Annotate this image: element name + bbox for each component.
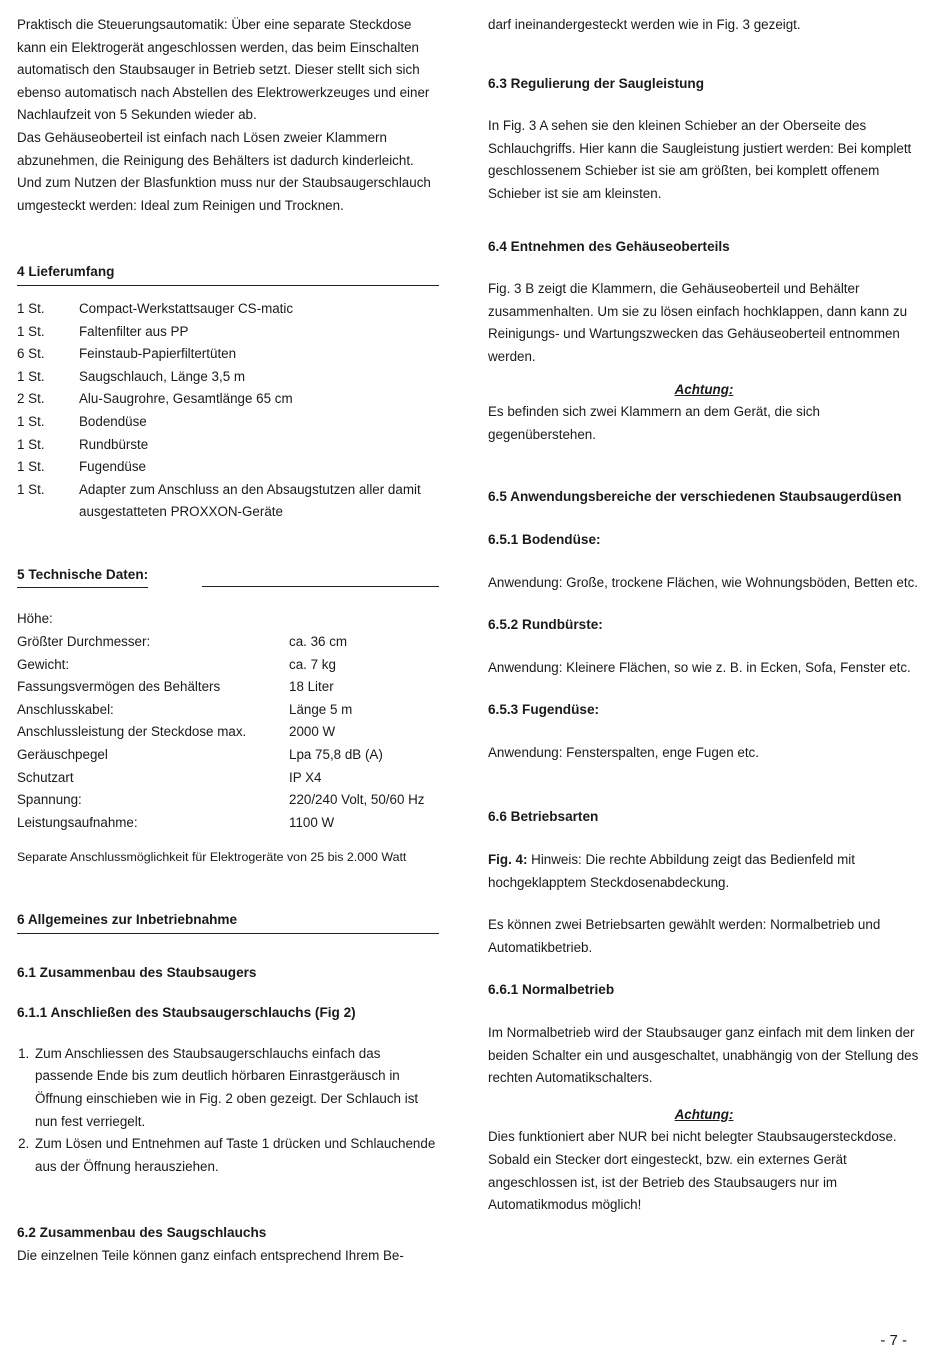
spec-value: Länge 5 m — [289, 701, 353, 717]
left-column — [17, 14, 439, 1268]
item-qty: 1 St. — [17, 481, 45, 497]
item-qty: 1 St. — [17, 300, 45, 316]
spec-table — [17, 608, 439, 834]
heading-rule — [202, 585, 439, 587]
item-qty: 1 St. — [17, 323, 45, 339]
paragraph: Es können zwei Betriebsarten gewählt werden: Normalbetrieb und Automatikbetrieb. — [488, 917, 881, 955]
paragraph: Anwendung: Kleinere Flächen, so wie z. B. in Ecken, Sofa, Fenster etc. — [488, 659, 911, 675]
paragraph: Im Normalbetrieb wird der Staubsauger ganz einfach mit dem linken der beiden Schalter ein und ausgeschaltet, unabhängig von der Stellung des rechten Automatikschalters. — [488, 1025, 919, 1086]
spec-label: Geräuschpegel — [17, 747, 108, 763]
spec-row — [17, 676, 439, 699]
spec-value: 18 Liter — [289, 679, 334, 695]
paragraph: Fig. 3 B zeigt die Klammern, die Gehäuseoberteil und Behälter zusammenhalten. Um sie zu lösen einfach hochklappen, dann kann zu Reinigungs- und Wartungszwecken das Gehäuseoberteil entnommen werden. — [488, 281, 908, 364]
list-item — [17, 366, 439, 389]
subsection-heading-6-5-2: 6.5.2 Rundbürste: — [488, 617, 603, 633]
paragraph — [488, 849, 920, 894]
list-item — [17, 298, 439, 321]
list-item — [17, 388, 439, 411]
spec-value: Lpa 75,8 dB (A) — [289, 747, 383, 763]
list-item — [17, 434, 439, 457]
subsection-heading-6-2: 6.2 Zusammenbau des Saugschlauchs — [17, 1225, 267, 1241]
spec-row — [17, 699, 439, 722]
item-qty: 1 St. — [17, 368, 45, 384]
spec-label: Anschlussleistung der Steckdose max. — [17, 724, 247, 740]
list-item — [17, 321, 439, 344]
item-text: Feinstaub-Papierfiltertüten — [79, 346, 237, 362]
list-item — [17, 343, 439, 366]
intro-paragraph-1: Praktisch die Steuerungsautomatik: Über eine separate Steckdose kann ein Elektrogerät angeschlossen werden, das beim Einschalten automatisch den Staubsauger in Betrieb setzt. Dieser stellt sich sich ebenso automatisch nach Abstellen des Elektrowerkzeuges und einer Nachlaufzeit von 5 Sekunden wieder ab. — [17, 17, 430, 123]
list-item — [17, 479, 439, 524]
spec-label: Fassungsvermögen des Behälters — [17, 679, 221, 695]
item-qty: 1 St. — [17, 459, 45, 475]
warning-heading: Achtung: — [674, 381, 734, 397]
item-text: Rundbürste — [79, 436, 149, 452]
section-heading-lieferumfang: 4 Lieferumfang — [17, 261, 439, 286]
spec-label: Schutzart — [17, 769, 74, 785]
spec-row — [17, 631, 439, 654]
subsection-heading-6-6-1: 6.6.1 Normalbetrieb — [488, 982, 615, 998]
figure-note: Hinweis: Die rechte Abbildung zeigt das Bedienfeld mit hochgeklapptem Steckdosenabdeckung. — [488, 852, 855, 890]
assembly-steps — [17, 1043, 439, 1179]
spec-label: Leistungsaufnahme: — [17, 814, 138, 830]
subsection-heading-6-6: 6.6 Betriebsarten — [488, 809, 599, 825]
spec-row — [17, 608, 439, 631]
section-heading-technische-daten: 5 Technische Daten: — [17, 564, 148, 589]
item-text: Fugendüse — [79, 459, 147, 475]
spec-label: Größter Durchmesser: — [17, 634, 151, 650]
spec-value: 220/240 Volt, 50/60 Hz — [289, 792, 425, 808]
warning-heading: Achtung: — [674, 1106, 734, 1122]
spec-value: ca. 36 cm — [289, 634, 348, 650]
spec-label: Spannung: — [17, 792, 82, 808]
subsection-heading-6-1-1: 6.1.1 Anschließen des Staubsaugerschlauchs (Fig 2) — [17, 1005, 356, 1021]
list-item — [17, 456, 439, 479]
subsection-heading-6-5-3: 6.5.3 Fugendüse: — [488, 702, 600, 718]
item-text: Bodendüse — [79, 413, 147, 429]
spec-row — [17, 744, 439, 767]
item-text: Faltenfilter aus PP — [79, 323, 189, 339]
delivery-list — [17, 298, 439, 524]
spec-value: ca. 7 kg — [289, 656, 336, 672]
item-qty: 6 St. — [17, 346, 45, 362]
paragraph: Die einzelnen Teile können ganz einfach entsprechend Ihrem Be- — [17, 1247, 404, 1263]
paragraph: In Fig. 3 A sehen sie den kleinen Schieber an der Oberseite des Schlauchgriffs. Hier kann die Saugleistung justiert werden: Bei komplett geschlossenem Schieber ist sie am größten, bei komplett offenem Schieber ist sie am kleinsten. — [488, 118, 912, 201]
spec-note: Separate Anschlussmöglichkeit für Elektrogeräte von 25 bis 2.000 Watt — [17, 850, 407, 865]
spec-label: Höhe: — [17, 611, 53, 627]
spec-value — [289, 608, 439, 631]
right-column — [488, 14, 920, 1217]
item-text: Saugschlauch, Länge 3,5 m — [79, 368, 246, 384]
item-text: Alu-Saugrohre, Gesamtlänge 65 cm — [79, 391, 293, 407]
list-item: 2. Zum Lösen und Entnehmen auf Taste 1 drücken und Schlauchende aus der Öffnung herausziehen. — [33, 1133, 439, 1178]
list-item: 1. Zum Anschliessen des Staubsaugerschlauchs einfach das passende Ende bis zum deutlich hörbaren Einrastgeräusch in Öffnung einschieben wie in Fig. 2 oben gezeigt. Der Schlauch ist nun fest verriegelt. — [33, 1043, 439, 1133]
list-item — [17, 411, 439, 434]
spec-value: 1100 W — [289, 814, 335, 830]
figure-ref: Fig. 4: — [488, 852, 528, 868]
warning-text: Dies funktioniert aber NUR bei nicht belegter Staubsaugersteckdose. Sobald ein Stecker dort eingesteckt, bzw. ein externes Gerät angeschlossen ist, ist der Betrieb des Staubsaugers nur im Automatikmodus möglich! — [488, 1129, 897, 1213]
section-heading-inbetriebnahme: 6 Allgemeines zur Inbetriebnahme — [17, 909, 439, 934]
spec-row — [17, 654, 439, 677]
item-qty: 1 St. — [17, 436, 45, 452]
warning-text: Es befinden sich zwei Klammern an dem Gerät, die sich gegenüberstehen. — [488, 404, 820, 442]
spec-row — [17, 721, 439, 744]
paragraph: darf ineinandergesteckt werden wie in Fig. 3 gezeigt. — [488, 17, 801, 32]
spec-label: Anschlusskabel: — [17, 701, 114, 717]
paragraph: Anwendung: Große, trockene Flächen, wie Wohnungsböden, Betten etc. — [488, 574, 919, 590]
subsection-heading-6-5-1: 6.5.1 Bodendüse: — [488, 531, 601, 547]
spec-label: Gewicht: — [17, 656, 70, 672]
page-number: - 7 - — [880, 1332, 907, 1349]
item-qty: 1 St. — [17, 413, 45, 429]
item-text: Adapter zum Anschluss an den Absaugstutzen aller damit ausgestatteten PROXXON-Geräte — [79, 481, 421, 520]
subsection-heading-6-3: 6.3 Regulierung der Saugleistung — [488, 75, 705, 91]
spec-row — [17, 789, 439, 812]
spec-value: 2000 W — [289, 724, 336, 740]
section-heading-row — [17, 564, 439, 589]
subsection-heading-6-1: 6.1 Zusammenbau des Staubsaugers — [17, 964, 257, 980]
item-qty: 2 St. — [17, 391, 45, 407]
subsection-heading-6-5: 6.5 Anwendungsbereiche der verschiedenen Staubsaugerdüsen — [488, 489, 902, 505]
intro-paragraph-3: Und zum Nutzen der Blasfunktion muss nur der Staubsaugerschlauch umgesteckt werden: Ideal zum Reinigen und Trocknen. — [17, 175, 431, 213]
spec-row — [17, 767, 439, 790]
subsection-heading-6-4: 6.4 Entnehmen des Gehäuseoberteils — [488, 238, 730, 254]
spec-value: IP X4 — [289, 769, 322, 785]
paragraph: Anwendung: Fensterspalten, enge Fugen etc. — [488, 744, 759, 760]
spec-row — [17, 812, 439, 835]
intro-paragraph-2: Das Gehäuseoberteil ist einfach nach Lösen zweier Klammern abzunehmen, die Reinigung des Behälters ist dadurch kinderleicht. — [17, 129, 414, 168]
item-text: Compact-Werkstattsauger CS-matic — [79, 300, 294, 316]
